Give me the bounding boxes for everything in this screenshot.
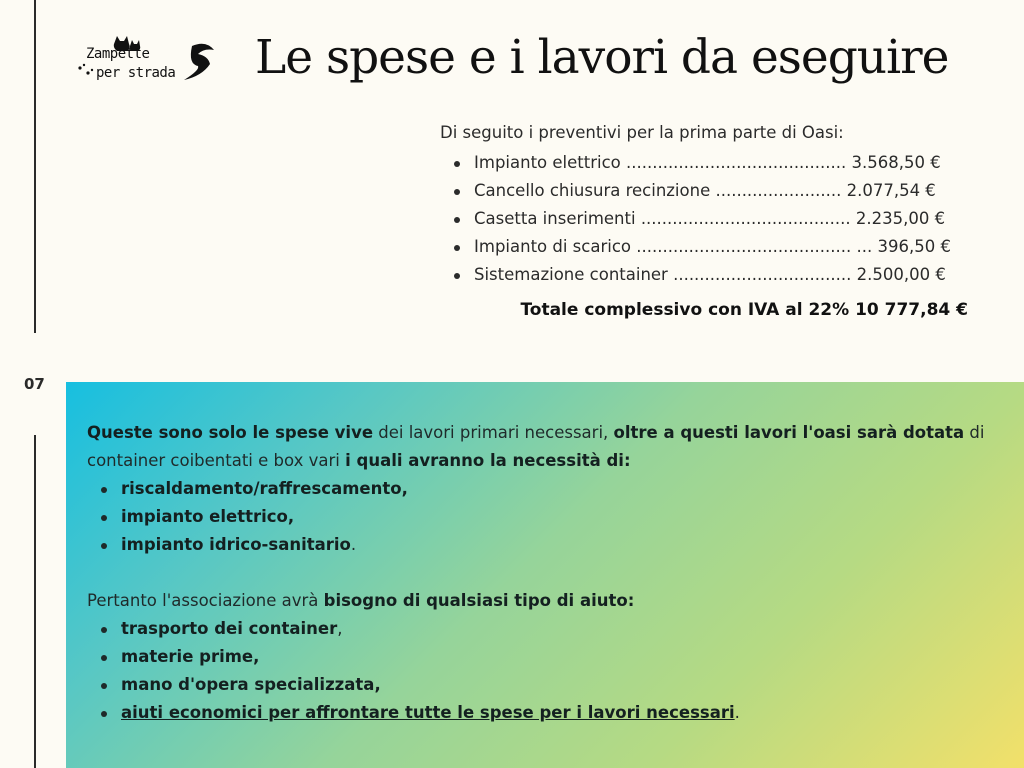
help-item-rest: . [734, 703, 740, 722]
needs-item-bold: impianto elettrico, [121, 507, 295, 526]
needs-item-rest: . [350, 535, 357, 554]
quote-item: Cancello chiusura recinzione ........................ 2.077,54 € [440, 177, 980, 205]
needs-item [87, 475, 987, 503]
help-item [87, 699, 987, 727]
left-rule-bottom [34, 435, 36, 768]
help-item [87, 671, 987, 699]
help-list [87, 615, 987, 727]
quote-item: Sistemazione container .................................. 2.500,00 € [440, 261, 980, 289]
info-panel-content [87, 419, 987, 727]
help-item-bold: materie prime, [121, 647, 260, 666]
info-panel [66, 382, 1024, 768]
page-number: 07 [24, 375, 45, 393]
needs-item-bold: impianto idrico-sanitario [121, 535, 351, 554]
text-bold: bisogno di qualsiasi tipo di aiuto: [323, 591, 635, 610]
help-item-bold: trasporto dei container [121, 619, 338, 638]
help-item-rest: , [337, 619, 343, 638]
left-rule-top [34, 0, 36, 333]
spacer [87, 559, 987, 587]
quote-item: Impianto elettrico .......................................... 3.568,50 € [440, 149, 980, 177]
logo-text-line1: Zampette [86, 46, 150, 62]
help-item [87, 615, 987, 643]
needs-list [87, 475, 987, 559]
quote-item: Casetta inserimenti ........................................ 2.235,00 € [440, 205, 980, 233]
text-bold: Queste sono solo le spese vive [87, 423, 374, 442]
page-title: Le spese e i lavori da eseguire [255, 30, 949, 85]
text-bold: oltre a questi lavori l'oasi sarà dotata [613, 423, 965, 442]
needs-item-bold: riscaldamento/raffrescamento, [121, 479, 408, 498]
text: Pertanto l'associazione avrà [87, 591, 324, 610]
help-item-bold: mano d'opera specializzata, [121, 675, 381, 694]
quotes-intro: Di seguito i preventivi per la prima parte di Oasi: [440, 123, 844, 142]
total-line: Totale complessivo con IVA al 22% 10 777,84 € [520, 300, 968, 320]
help-paragraph [87, 587, 987, 615]
needs-item [87, 503, 987, 531]
needs-paragraph [87, 419, 987, 475]
text: dei lavori primari necessari, [373, 423, 614, 442]
text: di container coibentati e box vari [87, 423, 985, 470]
needs-item [87, 531, 987, 559]
help-item-bold-underlined: aiuti economici per affrontare tutte le spese per i lavori necessari [121, 703, 735, 722]
help-item [87, 643, 987, 671]
logo-text-line2: per strada [96, 65, 176, 81]
logo [74, 28, 220, 86]
quote-item: Impianto di scarico ......................................... ... 396,50 € [440, 233, 980, 261]
quotes-section [440, 121, 980, 289]
text-bold: i quali avranno la necessità di: [345, 451, 631, 470]
quotes-list [440, 149, 980, 289]
